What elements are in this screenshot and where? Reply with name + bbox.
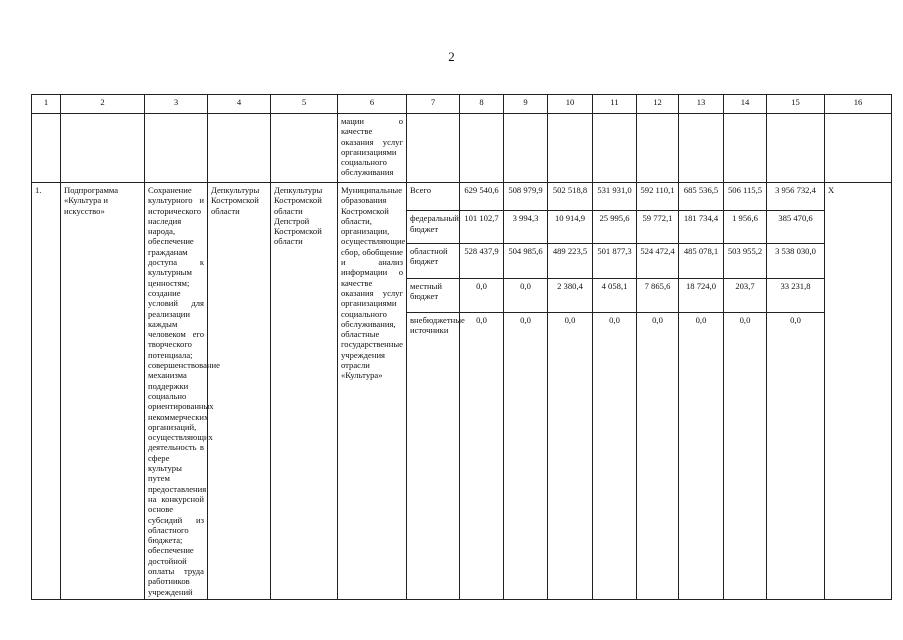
source-label: внебюджетные источники bbox=[407, 313, 460, 600]
coexecutors: Депкультуры Костромской области Депстрой Костромской области bbox=[271, 183, 338, 600]
value-cell: 506 115,5 bbox=[724, 183, 767, 211]
source-label: местный бюджет bbox=[407, 278, 460, 313]
value-cell: 4 058,1 bbox=[593, 278, 637, 313]
value-cell: 1 956,6 bbox=[724, 211, 767, 244]
value-cell: 25 995,6 bbox=[593, 211, 637, 244]
header-cell: 13 bbox=[679, 95, 724, 114]
value-cell: 18 724,0 bbox=[679, 278, 724, 313]
header-cell: 12 bbox=[637, 95, 679, 114]
value-cell: 531 931,0 bbox=[593, 183, 637, 211]
value-cell: 592 110,1 bbox=[637, 183, 679, 211]
value-cell: 385 470,6 bbox=[767, 211, 825, 244]
value-cell: 508 979,9 bbox=[504, 183, 548, 211]
header-cell: 10 bbox=[548, 95, 593, 114]
value-cell: 0,0 bbox=[679, 313, 724, 600]
continuation-row bbox=[32, 114, 892, 183]
value-cell: 485 078,1 bbox=[679, 243, 724, 278]
row-number: 1. bbox=[32, 183, 61, 600]
header-cell: 3 bbox=[145, 95, 208, 114]
value-cell: 629 540,6 bbox=[460, 183, 504, 211]
cell bbox=[724, 114, 767, 183]
cell bbox=[407, 114, 460, 183]
cell bbox=[32, 114, 61, 183]
cell bbox=[679, 114, 724, 183]
value-cell: 203,7 bbox=[724, 278, 767, 313]
responsible-executor: Депкультуры Костромской области bbox=[208, 183, 271, 600]
header-cell: 1 bbox=[32, 95, 61, 114]
header-cell: 4 bbox=[208, 95, 271, 114]
subprogram-name: Подпрограмма «Культура и искусство» bbox=[61, 183, 145, 600]
value-cell: 59 772,1 bbox=[637, 211, 679, 244]
header-cell: 11 bbox=[593, 95, 637, 114]
cell bbox=[460, 114, 504, 183]
value-cell: 0,0 bbox=[767, 313, 825, 600]
header-cell: 2 bbox=[61, 95, 145, 114]
header-cell: 14 bbox=[724, 95, 767, 114]
header-cell: 16 bbox=[825, 95, 892, 114]
value-cell: 0,0 bbox=[460, 313, 504, 600]
cell bbox=[271, 114, 338, 183]
value-cell: 501 877,3 bbox=[593, 243, 637, 278]
cell bbox=[145, 114, 208, 183]
col16-mark: X bbox=[825, 183, 892, 600]
value-cell: 0,0 bbox=[504, 313, 548, 600]
value-cell: 503 955,2 bbox=[724, 243, 767, 278]
value-cell: 0,0 bbox=[548, 313, 593, 600]
value-cell: 181 734,4 bbox=[679, 211, 724, 244]
header-cell: 9 bbox=[504, 95, 548, 114]
value-cell: 489 223,5 bbox=[548, 243, 593, 278]
header-cell: 7 bbox=[407, 95, 460, 114]
value-cell: 524 472,4 bbox=[637, 243, 679, 278]
cell bbox=[504, 114, 548, 183]
cell bbox=[825, 114, 892, 183]
value-cell: 0,0 bbox=[724, 313, 767, 600]
value-cell: 502 518,8 bbox=[548, 183, 593, 211]
value-cell: 0,0 bbox=[504, 278, 548, 313]
value-cell: 0,0 bbox=[593, 313, 637, 600]
value-cell: 3 538 030,0 bbox=[767, 243, 825, 278]
header-cell: 8 bbox=[460, 95, 504, 114]
page-number: 2 bbox=[448, 49, 455, 64]
source-label: федеральный бюджет bbox=[407, 211, 460, 244]
value-cell: 0,0 bbox=[460, 278, 504, 313]
continuation-text: мации о качестве оказания услуг организациями социального обслуживания bbox=[338, 114, 407, 183]
cell bbox=[767, 114, 825, 183]
program-table bbox=[31, 94, 892, 600]
participants: Муниципальные образования Костромской области, организации, осуществляющие сбор, обобщение и анализ информации о качестве оказания услуг организациями социального обслуживания, областные государственные учреждения отрасли «Культура» bbox=[338, 183, 407, 600]
source-label: областной бюджет bbox=[407, 243, 460, 278]
subprogram-goal: Сохранение культурного и исторического наследия народа, обеспечение гражданам доступа к культурным ценностям; создание условий для реализации каждым человеком его творческого потенциала; совершенствование механизма поддержки социально ориентированных некоммерческих организаций, осуществляющих деятельность в сфере культуры путем предоставления на конкурсной основе субсидий из областного бюджета; обеспечение достойной оплаты труда работников учреждений bbox=[145, 183, 208, 600]
header-cell: 15 bbox=[767, 95, 825, 114]
source-label: Всего bbox=[407, 183, 460, 211]
table-row-total bbox=[32, 183, 892, 211]
value-cell: 33 231,8 bbox=[767, 278, 825, 313]
value-cell: 0,0 bbox=[637, 313, 679, 600]
cell bbox=[208, 114, 271, 183]
cell bbox=[637, 114, 679, 183]
cell bbox=[548, 114, 593, 183]
value-cell: 101 102,7 bbox=[460, 211, 504, 244]
header-cell: 6 bbox=[338, 95, 407, 114]
header-row bbox=[32, 95, 892, 114]
cell bbox=[61, 114, 145, 183]
value-cell: 2 380,4 bbox=[548, 278, 593, 313]
header-cell: 5 bbox=[271, 95, 338, 114]
value-cell: 3 994,3 bbox=[504, 211, 548, 244]
value-cell: 3 956 732,4 bbox=[767, 183, 825, 211]
value-cell: 10 914,9 bbox=[548, 211, 593, 244]
value-cell: 528 437,9 bbox=[460, 243, 504, 278]
cell bbox=[593, 114, 637, 183]
value-cell: 7 865,6 bbox=[637, 278, 679, 313]
value-cell: 685 536,5 bbox=[679, 183, 724, 211]
value-cell: 504 985,6 bbox=[504, 243, 548, 278]
